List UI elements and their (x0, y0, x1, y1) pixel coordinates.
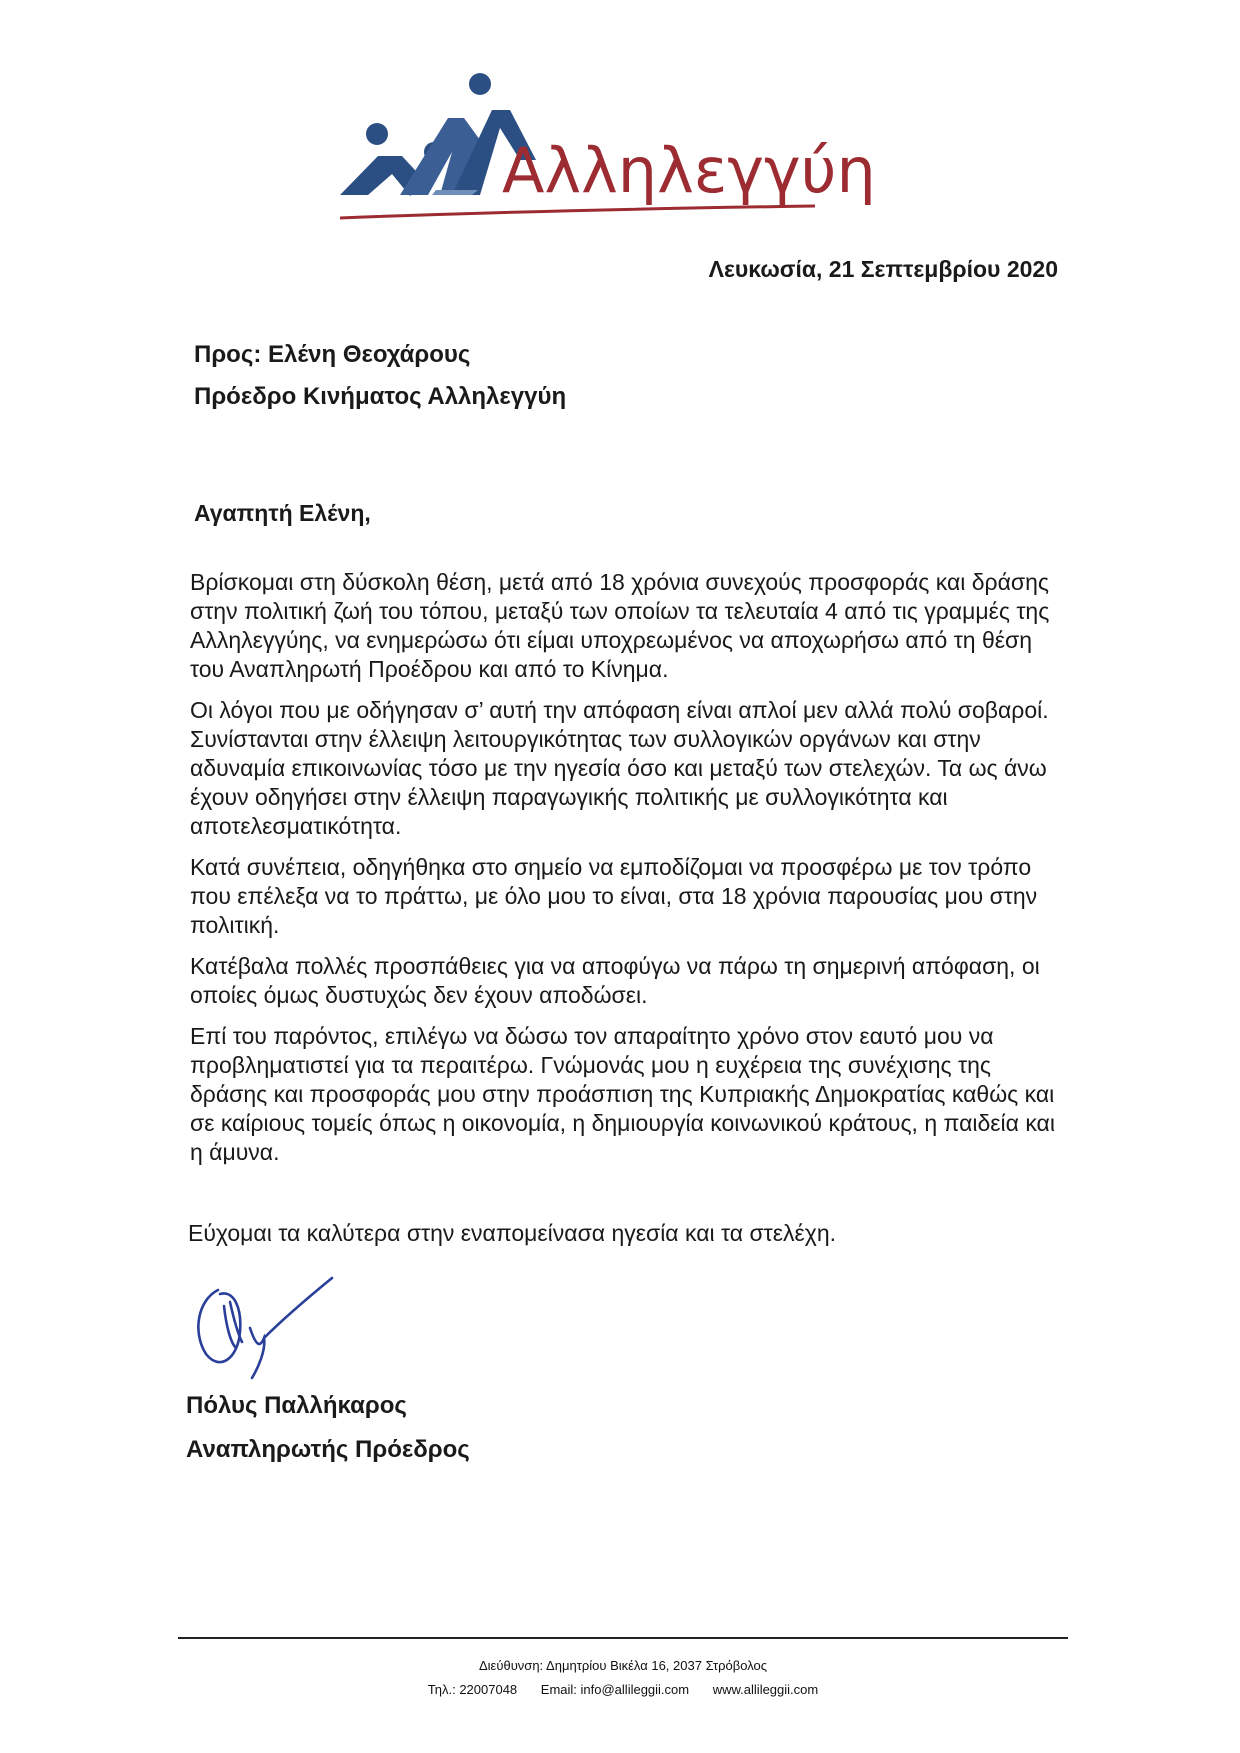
footer-website[interactable]: www.allileggii.com (712, 1682, 819, 1697)
recipient-block (194, 334, 566, 418)
closing-line: Εύχομαι τα καλύτερα στην εναπομείνασα ηγεσία και τα στελέχη. (188, 1220, 836, 1246)
logo-wordmark: Αλληλεγγύη (502, 134, 876, 207)
letter-body (190, 568, 1070, 1179)
recipient-line-1: Προς: Ελένη Θεοχάρους (194, 341, 471, 368)
footer-contact-row (178, 1678, 1068, 1702)
paragraph-2: Οι λόγοι που με οδήγησαν σ’ αυτή την απόφαση είναι απλοί μεν αλλά πολύ σοβαροί. Συνίστανται στην έλλειψη λειτουργικότητας των συλλογικών οργάνων και στην αδυναμία επικοινωνίας τόσο με την ηγεσία όσο και μεταξύ των στελεχών. Τα ως άνω έχουν οδηγήσει στην έλλειψη παραγωγικής πολιτικής με συλλογικότητα και αποτελεσματικότητα. (190, 697, 1049, 839)
signature-graphic (190, 1272, 360, 1382)
logo-circle-left (366, 123, 388, 145)
signatory-title: Αναπληρωτής Πρόεδρος (186, 1436, 470, 1463)
signatory-block (186, 1384, 470, 1472)
paragraph-4: Κατέβαλα πολλές προσπάθειες για να αποφύγω να πάρω τη σημερινή απόφαση, οι οποίες όμως δυστυχώς δεν έχουν αποδώσει. (190, 953, 1040, 1008)
paragraph-5: Επί του παρόντος, επιλέγω να δώσω τον απαραίτητο χρόνο στον εαυτό μου να προβληματιστεί για τα περαιτέρω. Γνώμονάς μου η ευχέρεια της συνέχισης της δράσης και προσφοράς μου στην προάσπιση της Κυπριακής Δημοκρατίας καθώς και σε καίριους τομείς όπως η οικονομία, η δημιουργία κοινωνικού κράτους, η παιδεία και η άμυνα. (190, 1023, 1055, 1165)
logo-swoosh (340, 206, 815, 218)
logo-circle-top (469, 73, 491, 95)
footer (178, 1654, 1068, 1702)
signatory-name: Πόλυς Παλλήκαρος (186, 1392, 407, 1419)
paragraph-1: Βρίσκομαι στη δύσκολη θέση, μετά από 18 χρόνια συνεχούς προσφοράς και δράσης στην πολιτική ζωή του τόπου, μεταξύ των οποίων τα τελευταία 4 από τις γραμμές της Αλληλεγγύης, να ενημερώσω ότι είμαι υποχρεωμένος να αποχωρήσω από τη θέση του Αναπληρωτή Προέδρου και από το Κίνημα. (190, 569, 1050, 682)
salutation: Αγαπητή Ελένη, (194, 500, 371, 526)
footer-address: Διεύθυνση: Δημητρίου Βικέλα 16, 2037 Στρόβολος (478, 1658, 767, 1673)
logo (340, 70, 920, 250)
footer-phone: Τηλ.: 22007048 (427, 1682, 518, 1697)
footer-divider (178, 1637, 1068, 1639)
footer-email[interactable]: Email: info@allileggii.com (540, 1682, 690, 1697)
letter-date: Λευκωσία, 21 Σεπτεμβρίου 2020 (708, 256, 1058, 282)
recipient-line-2: Πρόεδρο Κινήματος Αλληλεγγύη (194, 383, 567, 410)
paragraph-3: Κατά συνέπεια, οδηγήθηκα στο σημείο να εμποδίζομαι να προσφέρω με τον τρόπο που επέλεξα να το πράττω, με όλο μου το είναι, στα 18 χρόνια παρουσίας μου στην πολιτική. (190, 854, 1038, 938)
